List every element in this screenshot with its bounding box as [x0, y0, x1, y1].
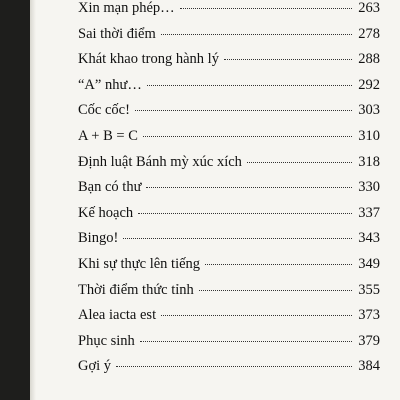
toc-entry-page-number: 330 — [358, 179, 380, 196]
toc-entry — [78, 128, 380, 145]
toc-entry — [78, 179, 380, 196]
toc-entry-title: Khi sự thực lên tiếng — [78, 256, 201, 272]
toc-entry-page-number: 263 — [358, 0, 380, 16]
toc-dot-leader — [199, 289, 352, 291]
toc-entry-title: Khát khao trong hành lý — [78, 51, 219, 68]
toc-dot-leader — [143, 135, 352, 137]
toc-entry-page-number: 349 — [358, 256, 380, 272]
toc-dot-leader — [205, 263, 352, 265]
toc-entry-page-number: 337 — [358, 204, 380, 221]
toc-entry — [78, 333, 380, 350]
toc-entry — [78, 358, 380, 375]
toc-entry-page-number: 318 — [358, 153, 380, 170]
toc-entry — [78, 102, 380, 119]
toc-entry-page-number: 288 — [358, 51, 380, 68]
toc-entry — [78, 282, 380, 299]
toc-entry-title: Phục sinh — [78, 332, 135, 349]
toc-dot-leader — [161, 314, 352, 316]
toc-entry-title: Định luật Bánh mỳ xúc xích — [78, 153, 242, 170]
toc-entry — [78, 256, 380, 273]
toc-dot-leader — [116, 365, 352, 367]
toc-entry-page-number: 292 — [358, 76, 380, 93]
toc-dot-leader — [138, 212, 352, 214]
toc-entry — [78, 77, 380, 94]
toc-entry-title: “A” như… — [78, 76, 142, 93]
toc-entry-page-number: 303 — [358, 102, 380, 119]
toc-entry-title: Xin mạn phép… — [78, 0, 175, 16]
toc-entry — [78, 51, 380, 68]
toc-entry-title: Bạn có thư — [78, 179, 142, 196]
toc-entry-title: Kế hoạch — [78, 204, 134, 221]
toc-entry-page-number: 343 — [358, 230, 380, 247]
toc-entry-title: Cốc cốc! — [78, 102, 130, 119]
toc-dot-leader — [140, 340, 352, 342]
toc-dot-leader — [180, 7, 352, 9]
toc-entry-page-number: 379 — [358, 332, 380, 349]
toc-entry-title: Bingo! — [78, 230, 119, 247]
toc-entry — [78, 230, 380, 247]
toc-entry — [78, 307, 380, 324]
toc-entry-page-number: 278 — [358, 25, 380, 42]
toc-entry — [78, 154, 380, 171]
toc-entry-title: A + B = C — [78, 128, 138, 144]
toc-dot-leader — [247, 161, 352, 163]
toc-entry-page-number: 310 — [358, 128, 380, 144]
toc-dot-leader — [135, 109, 352, 111]
toc-entry — [78, 205, 380, 222]
toc-entry — [78, 0, 380, 17]
toc-entry-page-number: 384 — [358, 358, 380, 375]
toc-entry-page-number: 373 — [358, 307, 380, 324]
toc-dot-leader — [224, 58, 352, 60]
toc-entry-title: Thời điểm thức tỉnh — [78, 281, 194, 298]
toc-entry-title: Gợi ý — [78, 358, 112, 375]
book-page — [30, 0, 400, 400]
toc-entry-page-number: 355 — [358, 281, 380, 298]
toc-dot-leader — [147, 84, 352, 86]
toc-dot-leader — [161, 33, 352, 35]
toc-entry-title: Alea iacta est — [78, 307, 157, 324]
toc-entry-title: Sai thời điểm — [78, 25, 156, 42]
toc-dot-leader — [123, 237, 352, 239]
toc-entry — [78, 26, 380, 43]
toc-dot-leader — [146, 186, 352, 188]
page-gutter-shadow — [30, 0, 36, 400]
